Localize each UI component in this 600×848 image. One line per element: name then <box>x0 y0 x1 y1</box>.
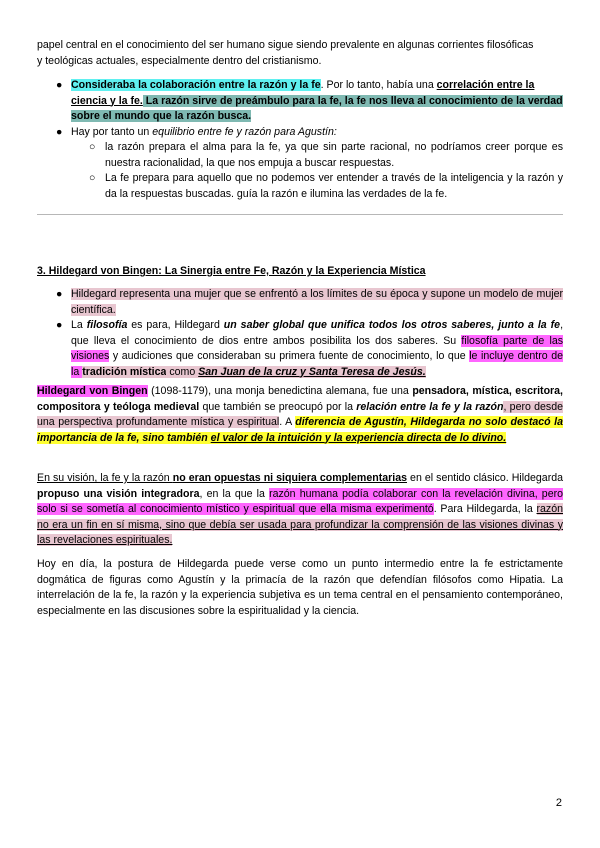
paragraph-conclusion <box>37 557 563 619</box>
highlight-text: diferencia de Agustín, Hildegarda no solo destacó la importancia de la fe, sino también <box>37 416 564 444</box>
text-span: y audiciones que consideraban su primera fuente de conocimiento, lo que <box>109 350 470 362</box>
text-span: relación entre la fe y la razón <box>356 400 504 413</box>
intro-line-1: papel central en el conocimiento del ser humano sigue siendo prevalente en algunas corrientes filosóficas <box>37 39 534 51</box>
sub-bullet-icon: ○ <box>89 141 96 153</box>
text-span: como <box>166 365 199 378</box>
intro-line-2: y teológicas actuales, especialmente dentro del cristianismo. <box>37 54 322 67</box>
text-span: . Para Hildegarda, la <box>433 503 537 515</box>
highlight-text: razón humana podía colaborar con la revelación divina, pero solo si se sometía al conocimiento místico y espiritual que ella misma experimentó <box>37 487 564 515</box>
bullet-icon: ● <box>56 125 63 138</box>
text-span: . Por lo tanto, había una <box>320 79 437 91</box>
hildegard-bullet-list <box>37 287 563 380</box>
text-span: propuso una visión integradora <box>37 487 200 500</box>
sub-list-item <box>37 171 563 202</box>
text-span: es para, Hildegard <box>127 319 224 331</box>
list-item <box>37 287 563 318</box>
text-span: en el sentido clásico. Hildegarda <box>407 472 564 484</box>
section-heading <box>37 264 563 280</box>
bullet-icon: ● <box>56 288 63 300</box>
text-span: no eran opuestas ni siquiera complementarias <box>172 472 407 484</box>
text-span: . A <box>279 416 296 428</box>
highlight-text: filosofía parte de las visiones <box>71 334 564 362</box>
highlight-text: Hildegard von Bingen <box>37 385 148 397</box>
highlight-text: , pero desde una perspectiva profundamente mística y espiritual <box>37 400 563 428</box>
page-number: 2 <box>555 797 562 809</box>
bullet-icon: ● <box>56 79 63 91</box>
paragraph-bingen-intro <box>37 384 563 446</box>
highlight-text: el valor de la intuición y la experiencia directa de lo divino. <box>210 431 507 444</box>
highlight-text: tradición mística <box>82 365 167 378</box>
text-span: La fe prepara para aquello que no podemos ver entender a través de la inteligencia y la razón y da la respuestas buscadas. guía la razón e ilumina las verdades de la fe. <box>105 172 563 200</box>
highlight-text: Consideraba la colaboración entre la razón y la fe <box>71 79 321 91</box>
list-item <box>37 78 563 125</box>
text-span: pensadora, mística, escritora, compositora y teóloga medieval <box>37 385 564 413</box>
list-item <box>37 125 563 141</box>
text-span: filosofía <box>86 319 128 331</box>
bullet-icon: ● <box>56 319 63 331</box>
paragraph-vision <box>37 471 563 549</box>
intro-paragraph <box>37 38 563 69</box>
text-span: , en la que la <box>199 487 270 500</box>
highlight-text: le incluye dentro de la <box>71 350 564 378</box>
highlight-text: San Juan de la cruz y Santa Teresa de Jesús. <box>198 365 426 378</box>
conclusion-text: Hoy en día, la postura de Hildegarda puede verse como un punto intermedio entre la fe estrictamente dogmática de figuras como Agustín y la primacía de la razón que defendían filósofos como Hipatia. La interrelación de la fe, la razón y la experiencia subjetiva es un tema central en el pensamiento contemporáneo, especialmente en las discusiones sobre la espiritualidad y la ciencia. <box>37 558 563 617</box>
text-span: La <box>71 319 87 331</box>
text-span: equilibrio entre fe y razón para Agustín: <box>152 125 337 138</box>
highlight-text: razón no era un fin en sí misma, sino que debía ser usada para profundizar la comprensión de las visiones divinas y las revelaciones espirituales. <box>37 503 563 546</box>
text-span: un saber global que unifica todos los otros saberes, junto a la fe <box>223 319 561 331</box>
list-item <box>37 318 563 380</box>
highlight-text: Hildegard representa una mujer que se enfrentó a los límites de su época y supone un modelo de mujer científica. <box>71 288 563 316</box>
text-span: En su visión, la fe y la razón <box>37 472 173 484</box>
text-span: , que lleva el conocimiento de dios entre ambos posibilita los dos saberes. Su <box>71 319 564 347</box>
sub-list-item <box>37 140 563 171</box>
horizontal-divider <box>37 214 563 215</box>
text-span: (1098-1179), una monja benedictina alemana, fue una <box>147 385 413 397</box>
text-span: que también se preocupó por la <box>199 400 357 413</box>
agustin-bullet-list <box>37 78 563 202</box>
text-span: la razón prepara el alma para la fe, ya que sin parte racional, no podríamos creer porque es nuestra racionalidad, la que nos empuja a buscar respuestas. <box>105 141 563 169</box>
highlight-text: correlación entre la ciencia y la fe. <box>71 79 535 107</box>
text-span: Hay por tanto un <box>71 125 153 138</box>
highlight-text: La razón sirve de preámbulo para la fe, la fe nos lleva al conocimiento de la verdad sobre el mundo que la razón busca. <box>71 94 563 122</box>
section-title: 3. Hildegard von Bingen: La Sinergia entre Fe, Razón y la Experiencia Mística <box>37 265 426 277</box>
sub-bullet-icon: ○ <box>89 172 96 184</box>
